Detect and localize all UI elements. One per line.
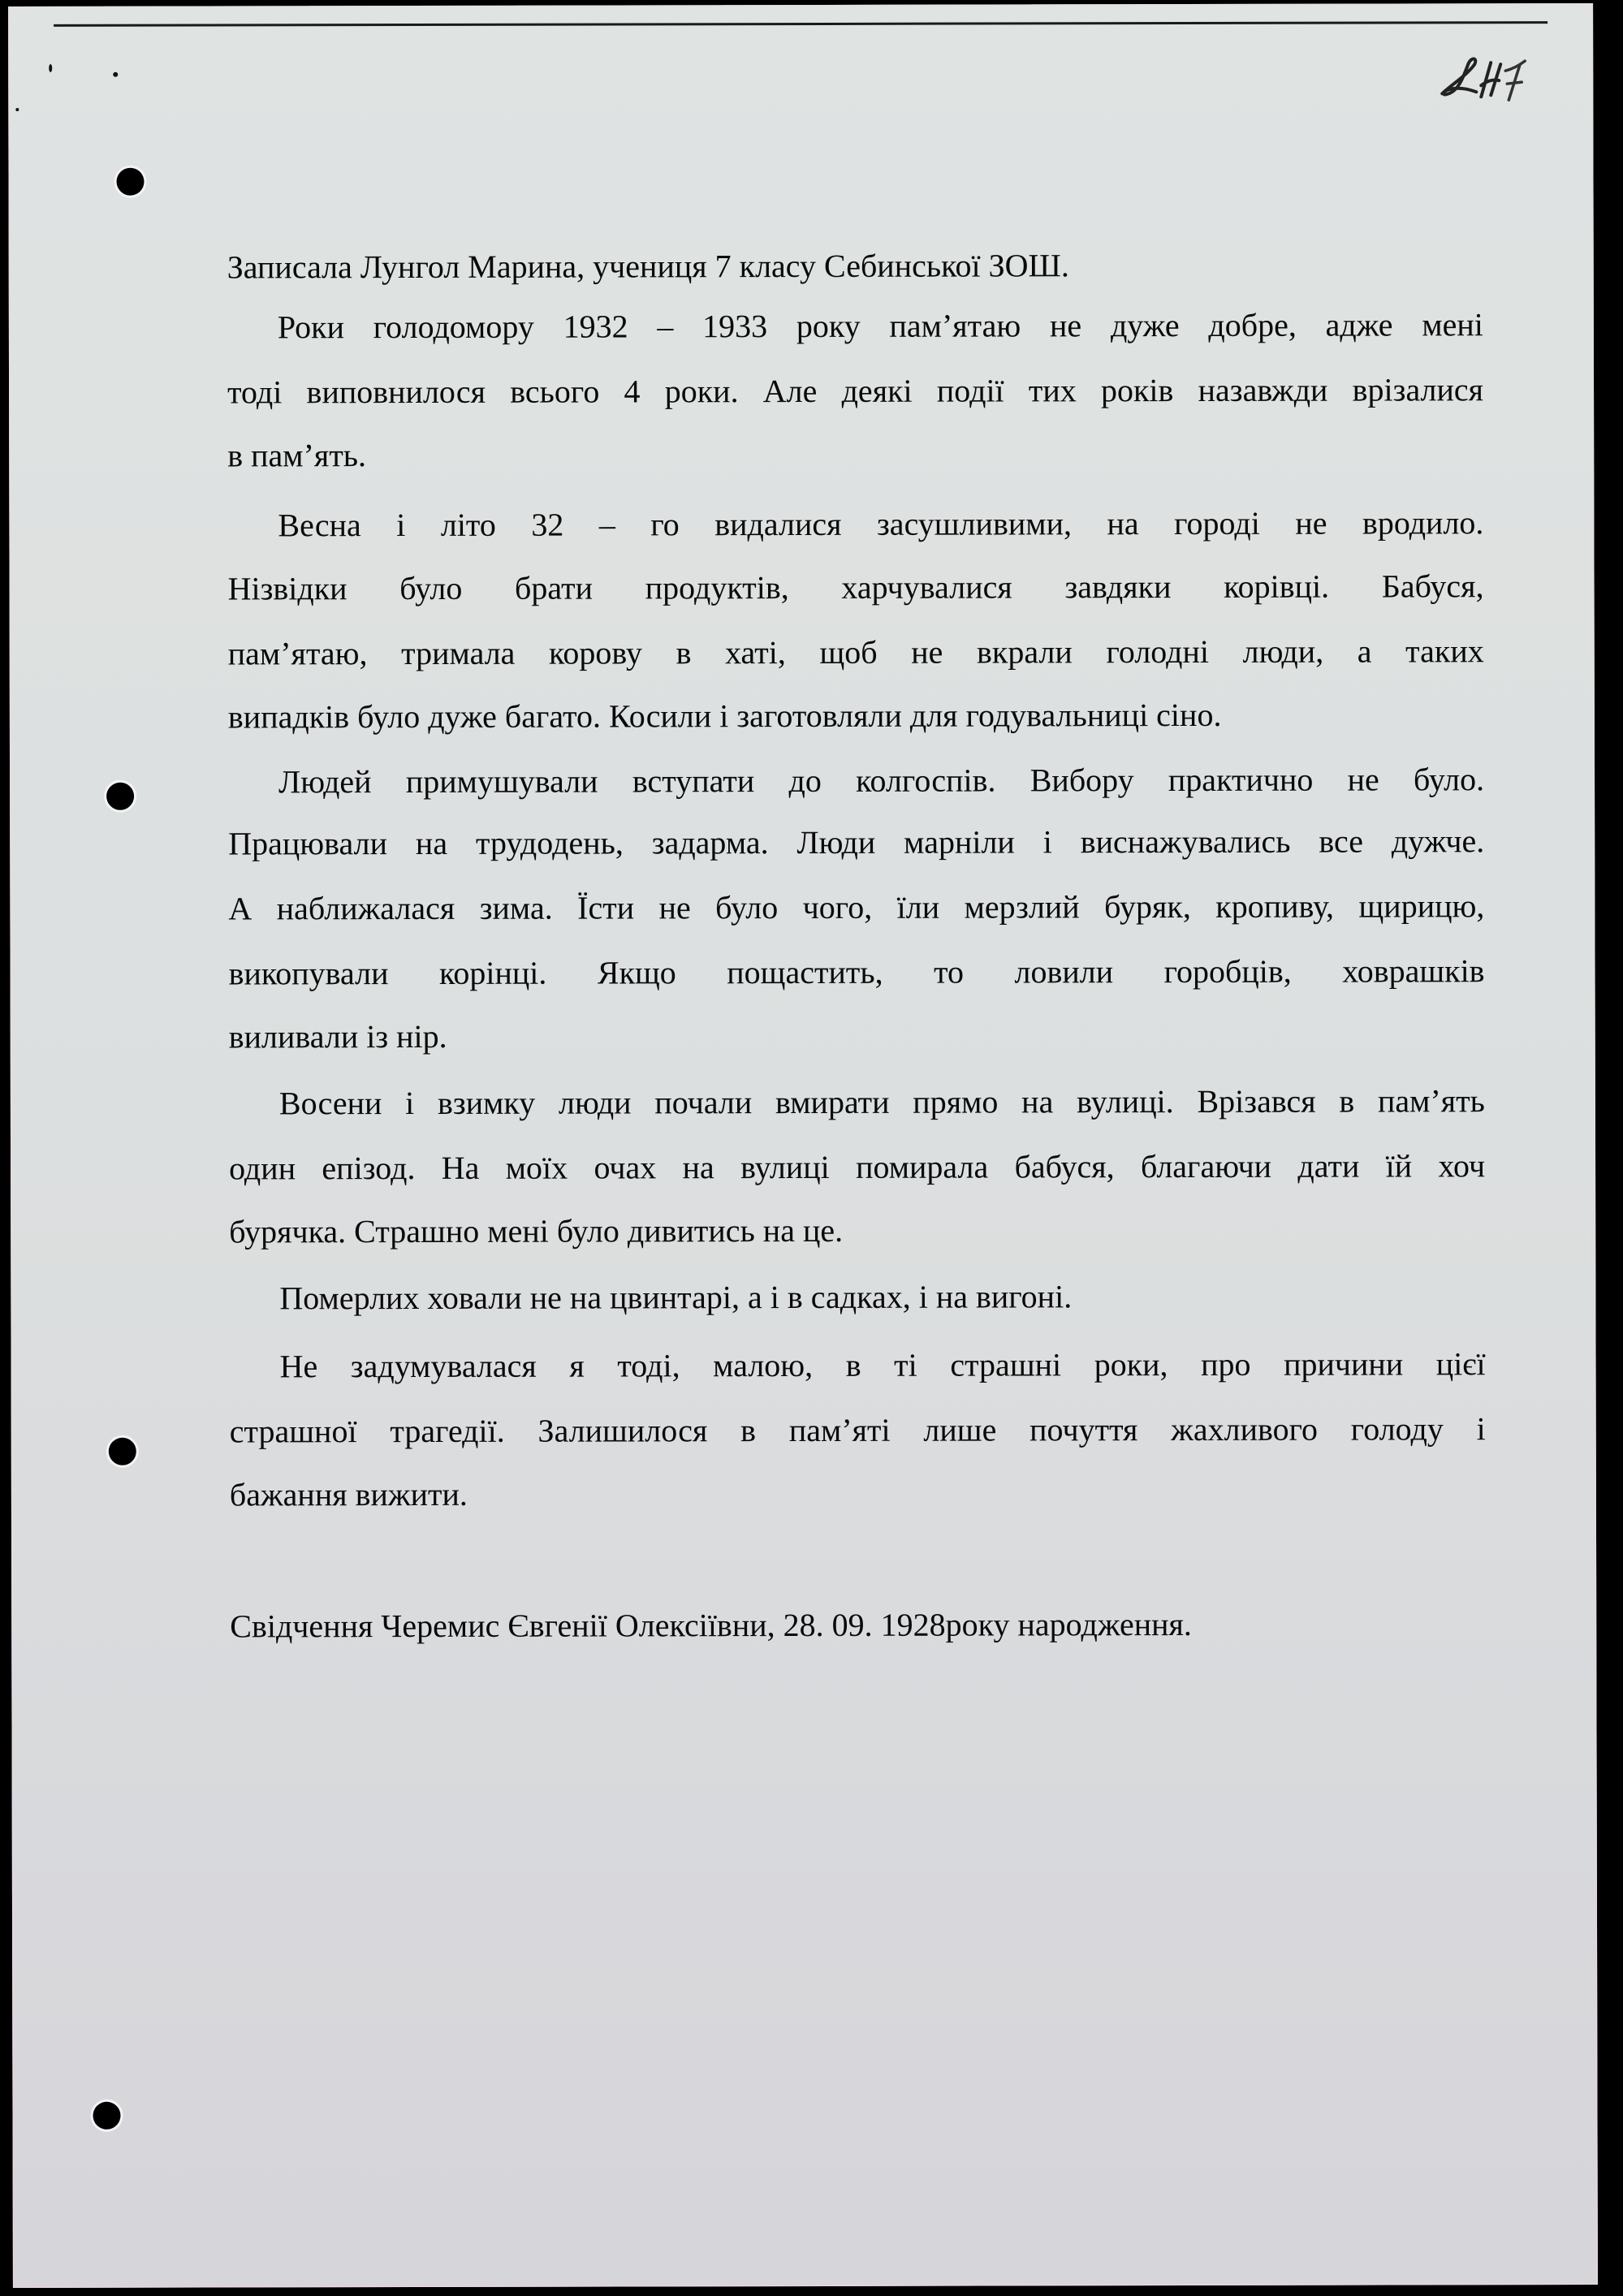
paragraph-line: Не задумувалася я тоді, малою, в ті страшні роки, про причини цієї — [279, 1345, 1486, 1385]
paragraph-line: в пам’ять. — [227, 437, 367, 474]
paragraph-line: страшної трагедії. Залишилося в пам’яті лише почуття жахливого голоду і — [229, 1410, 1486, 1450]
header-line: Записала Лунгол Марина, учениця 7 класу Себинської ЗОШ. — [227, 247, 1069, 286]
paragraph-line: Нізвідки було брати продуктів, харчувалися завдяки корівці. Бабуся, — [227, 568, 1484, 607]
paragraph-line: бурячка. Страшно мені було дивитись на це. — [229, 1211, 844, 1250]
punch-hole-icon — [106, 783, 134, 810]
testimony-footer: Свідчення Черемис Євгенії Олексіївни, 28. 09. 1928року народження. — [230, 1605, 1192, 1645]
punch-hole-icon — [109, 1438, 136, 1465]
punch-hole-icon — [116, 168, 144, 196]
speck-mark — [49, 64, 52, 72]
paragraph-line: пам’ятаю, тримала корову в хаті, щоб не вкрали голодні люди, а таких — [227, 632, 1484, 672]
paragraph-line: Людей примушували вступати до колгоспів. Вибору практично не було. — [278, 761, 1485, 801]
paragraph-line: Роки голодомору 1932 – 1933 року пам’ятаю не дуже добре, адже мені — [277, 306, 1483, 346]
paragraph-line: Восени і взимку люди почали вмирати прямо на вулиці. Врізався в пам’ять — [278, 1082, 1485, 1122]
paragraph-line: Весна і літо 32 – го видалися засушливими, на городі не вродило. — [278, 504, 1484, 544]
paragraph-line: випадків було дуже багато. Косили і заготовляли для годувальниці сіно. — [227, 696, 1222, 736]
paragraph-line: один епізод. На моїх очах на вулиці помирала бабуся, благаючи дати їй хоч — [229, 1147, 1486, 1187]
speck-mark — [15, 108, 19, 111]
paragraph-line: А наближалася зима. Їсти не було чого, їли мерзлий буряк, кропиву, щирицю, — [228, 887, 1485, 927]
paragraph-line: тоді виповнилося всього 4 роки. Але деякі події тих років назавжди врізалися — [227, 371, 1484, 411]
paragraph-line: виливали із нір. — [228, 1017, 447, 1055]
punch-hole-icon — [93, 2102, 120, 2130]
folio-number-handwritten — [1434, 46, 1531, 111]
top-rule-line — [54, 21, 1547, 27]
paragraph-line: бажання вижити. — [229, 1475, 468, 1513]
paragraph-line: Померлих ховали не на цвинтарі, а і в садках, і на вигоні. — [279, 1278, 1073, 1317]
document-page — [8, 3, 1598, 2288]
speck-mark — [113, 72, 118, 77]
paragraph-line: викопували корінці. Якщо пощастить, то ловили горобців, ховрашків — [228, 952, 1485, 992]
paragraph-line: Працювали на трудодень, задарма. Люди марніли і виснажувались все дужче. — [228, 822, 1485, 862]
